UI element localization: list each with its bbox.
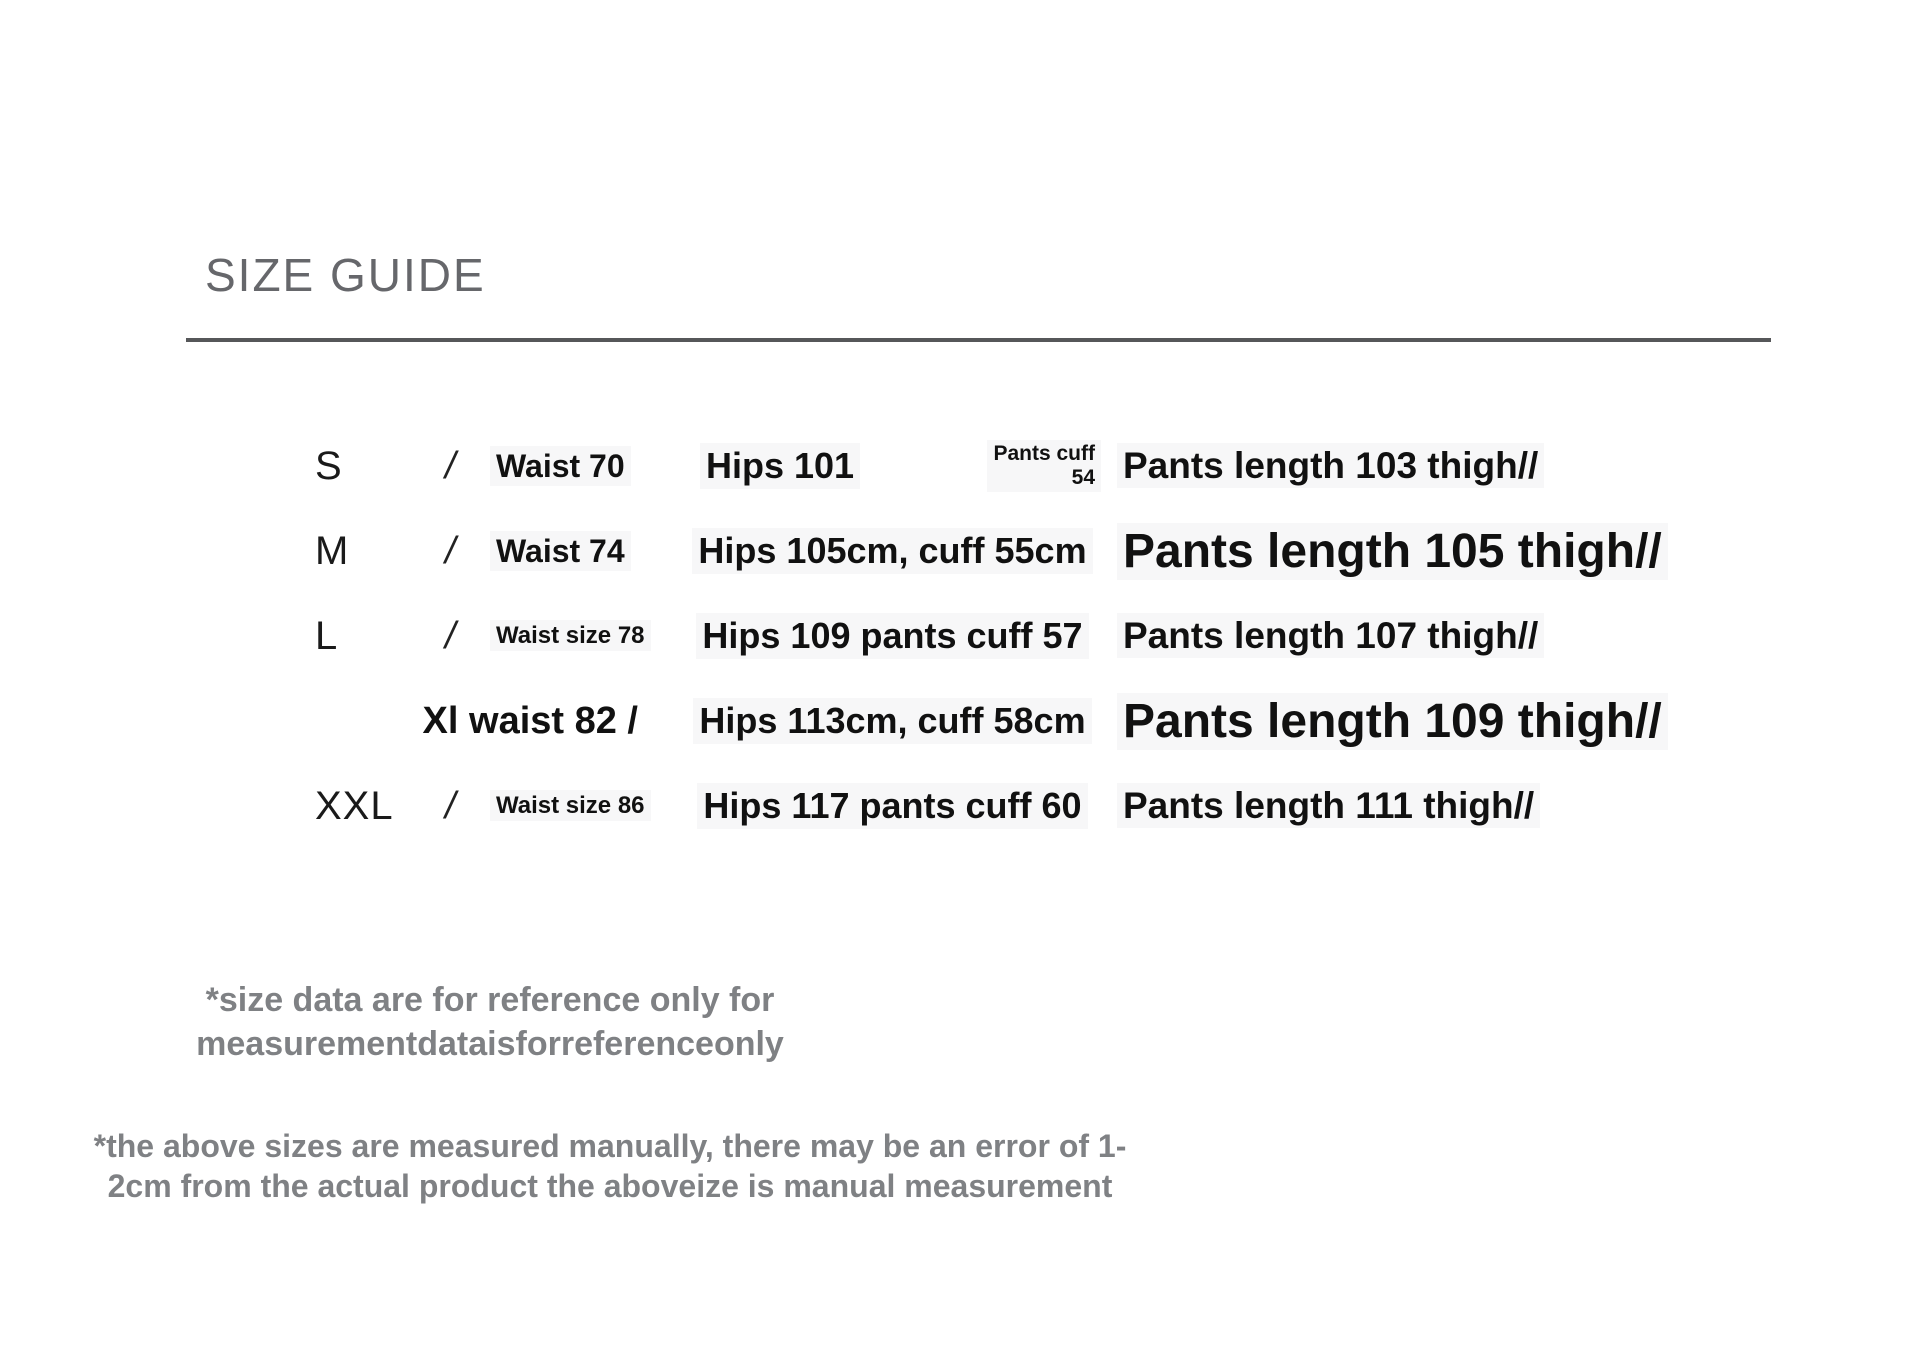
waist-value: Waist 74: [490, 531, 631, 571]
size-label: S: [315, 443, 343, 488]
pants-length-value: Pants length 103 thigh//: [1117, 443, 1544, 488]
note-reference-line2: measurementdataisforreferenceonly: [196, 1025, 784, 1063]
cuff-value: 54: [1071, 466, 1095, 489]
cuff-label: Pants cuff: [993, 441, 1095, 465]
title-divider-rule: [186, 338, 1771, 342]
page-title: SIZE GUIDE: [205, 249, 486, 301]
size-row-m: [315, 520, 1785, 582]
pants-length-value: Pants length 109 thigh//: [1117, 693, 1668, 750]
size-row-l: [315, 605, 1785, 667]
separator-slash: /: [445, 784, 456, 827]
note-tolerance-line1: *the above sizes are measured manually, there may be an error of 1-: [93, 1128, 1127, 1164]
hips-value: Hips 101: [700, 443, 860, 489]
note-size-reference: [130, 978, 850, 1066]
hips-value: Hips 105cm, cuff 55cm: [692, 528, 1092, 574]
size-row-xl: [315, 690, 1785, 752]
waist-value: Waist size 78: [490, 620, 651, 651]
hips-value: Hips 109 pants cuff 57: [696, 613, 1088, 659]
hips-cell: [680, 440, 1105, 492]
size-row-xxl: [315, 775, 1785, 837]
hips-value: Hips 113cm, cuff 58cm: [693, 698, 1091, 744]
size-label: L: [315, 613, 339, 658]
size-waist-combined: Xl waist 82 /: [422, 699, 638, 742]
size-row-s: [315, 435, 1785, 497]
separator-slash: /: [445, 614, 456, 657]
waist-value: Waist size 86: [490, 790, 651, 821]
separator-slash: /: [445, 444, 456, 487]
note-measurement-tolerance: [30, 1126, 1190, 1206]
pants-length-value: Pants length 111 thigh//: [1117, 783, 1540, 828]
note-reference-line1: *size data are for reference only for: [205, 981, 775, 1019]
note-tolerance-line2: 2cm from the actual product the aboveize is manual measurement: [107, 1168, 1113, 1204]
separator-slash: /: [445, 529, 456, 572]
size-label: M: [315, 528, 350, 573]
waist-value: Waist 70: [490, 446, 631, 486]
pants-length-value: Pants length 105 thigh//: [1117, 523, 1668, 580]
cuff-block: [987, 440, 1101, 492]
pants-length-value: Pants length 107 thigh//: [1117, 613, 1544, 658]
size-label: XXL: [315, 783, 394, 828]
hips-value: Hips 117 pants cuff 60: [697, 783, 1087, 829]
